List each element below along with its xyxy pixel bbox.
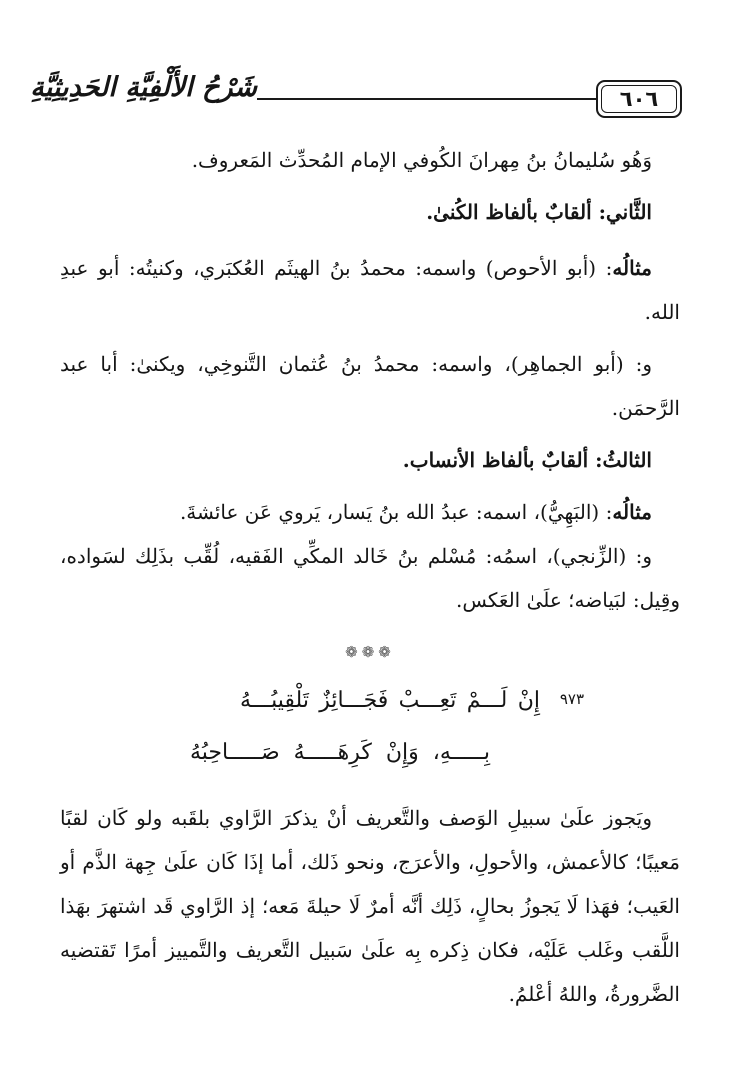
heading-nasab-titles: الثالثُ: ألقابٌ بألفاظ الأنساب. <box>402 448 652 472</box>
paragraph-sulayman: وَهُو سُليمانُ بنُ مِهرانَ الكُوفي الإمام المُحدِّث المَعروف. <box>191 148 652 172</box>
page-content <box>60 138 680 1016</box>
verse-line-1: إِنْ لَـــمْ تَعِـــبْ فَجَـــائِزٌ تَلْقِيبُـــهُ <box>240 688 540 713</box>
heading-kunya-titles: الثَّاني: ألقابٌ بألفاظ الكُنىٰ. <box>426 200 652 224</box>
example-label: مثالُه <box>612 256 652 280</box>
example-text: : (أبو الأحوص) واسمه: محمدُ بنُ الهيثَم العُكبَري، وكنيتُه: أبو عبدِ الله. <box>60 256 680 324</box>
paragraph-zinji: و: (الزِّنجي)، اسمُه: مُسْلم بنُ خَالد المكِّي الفَقيه، لُقِّب بذَلِك لسَواده، وقِيل: لبَياضه؛ علَىٰ العَكس. <box>60 544 680 612</box>
paragraph-commentary: ويَجوز علَىٰ سبيلِ الوَصف والتَّعريف أنْ يذكرَ الرَّاوي بلقَبه ولو كَان لقبًا مَعيبًا؛ كالأعمش، والأحولِ، والأعرَج، ونحو ذَلك، أما إذَا كَان علَىٰ جِهة الذَّم أو العَيب؛ فهَذا لَا يَجوزُ بحالٍ، ذَلِك أنَّه أمرٌ لَا حيلةَ مَعه؛ إذ الرَّاوي قَد اشتهرَ بهَذا اللَّقب وغَلب عَلَيْه، فكان ذِكره بِه علَىٰ سَبيل التَّعريف والتَّمييز أمرًا تَقتضيه الضَّرورةُ، واللهُ أعْلمُ. <box>60 806 680 1006</box>
book-title: شَرْحُ الأَلْفِيَّةِ الحَدِيثِيَّةِ <box>30 72 257 103</box>
verse-line-2: بِـــــهِ، وَإِنْ كَرِهَـــــهُ صَـــــاحِبُهُ <box>190 740 490 765</box>
verse-number: ٩٧٣ <box>559 690 584 708</box>
example-text: : (البَهِيُّ)، اسمه: عبدُ الله بنُ يَسار، يَروي عَن عائشةَ. <box>179 500 613 524</box>
paragraph-abu-jamahir: و: (أبو الجماهِر)، واسمه: محمدُ بنُ عُثمان التَّنوخِي، ويكنىٰ: أبا عبد الرَّحمَن. <box>60 352 680 420</box>
header-rule <box>257 98 596 100</box>
verse-block <box>60 684 680 792</box>
section-ornament: ❁❁❁ <box>345 643 395 661</box>
page-number-text: ٦٠٦ <box>619 87 659 111</box>
paragraph-example-ahwas <box>60 246 680 334</box>
page-header <box>30 62 682 120</box>
page-number <box>596 80 682 118</box>
example-label: مثالُه <box>612 500 652 524</box>
paragraph-example-bahiy <box>60 490 680 534</box>
